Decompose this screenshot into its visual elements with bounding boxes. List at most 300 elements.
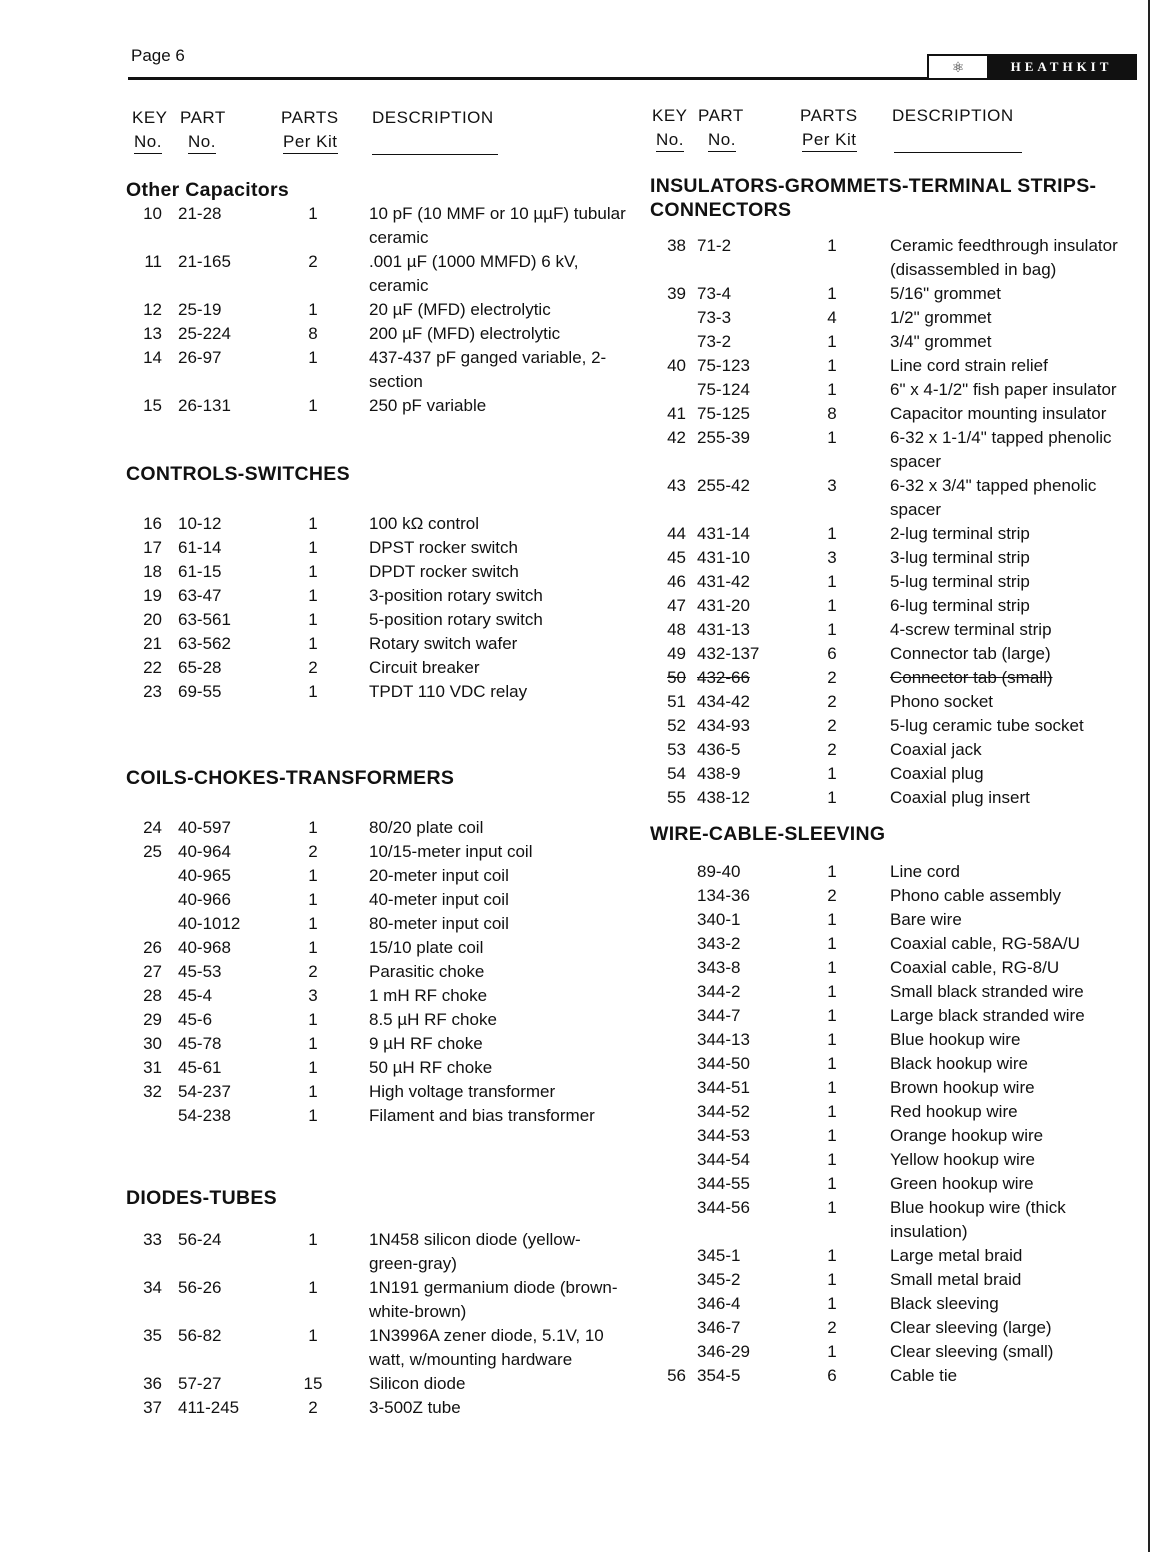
part-number: 344-50 xyxy=(697,1054,750,1073)
parts-per-kit: 1 xyxy=(827,1030,837,1049)
key-number: 22 xyxy=(143,658,162,677)
parts-per-kit: 1 xyxy=(827,934,837,953)
description: 250 pF variable xyxy=(369,396,487,415)
part-row xyxy=(650,330,1150,354)
description: 15/10 plate coil xyxy=(369,938,484,957)
part-number: 21-165 xyxy=(178,252,231,271)
description: Small black stranded wire xyxy=(890,982,1084,1001)
part-row xyxy=(650,642,1150,666)
part-number: 45-6 xyxy=(178,1010,213,1029)
description: Large metal braid xyxy=(890,1246,1023,1265)
part-row xyxy=(126,840,626,864)
description: Red hookup wire xyxy=(890,1102,1018,1121)
part-number: 71-2 xyxy=(697,236,732,255)
description: DPST rocker switch xyxy=(369,538,518,557)
description: Circuit breaker xyxy=(369,658,480,677)
description: 6-32 x 3/4" tapped phenolic spacer xyxy=(890,476,1097,519)
description: Orange hookup wire xyxy=(890,1126,1044,1145)
section-heading: CONTROLS-SWITCHES xyxy=(126,463,350,485)
part-row xyxy=(126,936,626,960)
parts-per-kit: 1 xyxy=(308,586,318,605)
part-row xyxy=(126,912,626,936)
part-number: 26-97 xyxy=(178,348,222,367)
part-number: 434-93 xyxy=(697,716,750,735)
part-row xyxy=(650,1268,1150,1292)
part-number: 431-20 xyxy=(697,596,750,615)
key-number: 33 xyxy=(143,1230,162,1249)
part-number: 10-12 xyxy=(178,514,222,533)
parts-per-kit: 1 xyxy=(308,300,318,319)
part-row xyxy=(126,656,626,680)
description: 20 µF (MFD) electrolytic xyxy=(369,300,551,319)
section-heading: WIRE-CABLE-SLEEVING xyxy=(650,823,886,845)
part-number: 344-7 xyxy=(697,1006,741,1025)
part-row xyxy=(126,864,626,888)
key-number: 30 xyxy=(143,1034,162,1053)
description: 1N458 silicon diode (yellow-green-gray) xyxy=(369,1230,581,1273)
part-row xyxy=(126,346,626,394)
parts-per-kit: 1 xyxy=(308,396,318,415)
part-row xyxy=(650,908,1150,932)
part-row xyxy=(126,584,626,608)
parts-per-kit: 1 xyxy=(308,1034,318,1053)
parts-per-kit: 15 xyxy=(303,1374,323,1393)
key-number: 20 xyxy=(143,610,162,629)
part-number: 56-82 xyxy=(178,1326,222,1345)
part-row xyxy=(126,632,626,656)
part-number: 344-51 xyxy=(697,1078,750,1097)
description: Ceramic feedthrough insulator (disassembled in bag) xyxy=(890,236,1118,279)
description: 100 kΩ control xyxy=(369,514,480,533)
key-number: 10 xyxy=(143,204,162,223)
part-number: 61-15 xyxy=(178,562,222,581)
description: Blue hookup wire (thick insulation) xyxy=(890,1198,1066,1241)
part-number: 431-13 xyxy=(697,620,750,639)
part-row xyxy=(126,202,626,250)
parts-per-kit: 2 xyxy=(308,1398,318,1417)
part-row xyxy=(126,960,626,984)
key-number: 53 xyxy=(667,740,686,759)
parts-per-kit: 1 xyxy=(308,1106,318,1125)
part-number: 255-42 xyxy=(697,476,750,495)
parts-per-kit: 1 xyxy=(827,1054,837,1073)
parts-per-kit: 1 xyxy=(827,1294,837,1313)
part-number: 26-131 xyxy=(178,396,231,415)
part-number: 89-40 xyxy=(697,862,741,881)
part-number: 56-24 xyxy=(178,1230,222,1249)
part-row xyxy=(650,956,1150,980)
part-row xyxy=(126,536,626,560)
parts-per-kit: 1 xyxy=(308,204,318,223)
key-number: 40 xyxy=(667,356,686,375)
description: 8.5 µH RF choke xyxy=(369,1010,497,1029)
parts-per-kit: 1 xyxy=(827,1078,837,1097)
header-per-kit: Per Kit xyxy=(283,132,338,154)
description: 9 µH RF choke xyxy=(369,1034,483,1053)
description: Black hookup wire xyxy=(890,1054,1028,1073)
description: Blue hookup wire xyxy=(890,1030,1021,1049)
description: 4-screw terminal strip xyxy=(890,620,1052,639)
part-number: 134-36 xyxy=(697,886,750,905)
part-row xyxy=(650,786,1150,810)
part-number: 344-53 xyxy=(697,1126,750,1145)
description: 200 µF (MFD) electrolytic xyxy=(369,324,561,343)
parts-per-kit: 1 xyxy=(827,356,837,375)
parts-per-kit: 1 xyxy=(308,1326,318,1345)
part-number: 75-125 xyxy=(697,404,750,423)
parts-per-kit: 1 xyxy=(827,788,837,807)
key-number: 16 xyxy=(143,514,162,533)
parts-per-kit: 2 xyxy=(308,842,318,861)
part-number: 340-1 xyxy=(697,910,741,929)
description: Cable tie xyxy=(890,1366,958,1385)
part-row xyxy=(650,1172,1150,1196)
key-number: 24 xyxy=(143,818,162,837)
part-row xyxy=(126,250,626,298)
part-row xyxy=(650,354,1150,378)
description: 40-meter input coil xyxy=(369,890,509,909)
parts-per-kit: 1 xyxy=(827,380,837,399)
part-row xyxy=(650,282,1150,306)
description: 3-500Z tube xyxy=(369,1398,461,1417)
part-number: 344-52 xyxy=(697,1102,750,1121)
part-row xyxy=(650,1292,1150,1316)
parts-per-kit: 1 xyxy=(827,284,837,303)
parts-per-kit: 1 xyxy=(308,914,318,933)
key-number: 36 xyxy=(143,1374,162,1393)
part-number: 69-55 xyxy=(178,682,222,701)
description: 6" x 4-1/2" fish paper insulator xyxy=(890,380,1117,399)
part-row xyxy=(126,512,626,536)
parts-per-kit: 8 xyxy=(308,324,318,343)
description: Phono socket xyxy=(890,692,994,711)
part-row xyxy=(126,560,626,584)
parts-per-kit: 1 xyxy=(827,1198,837,1217)
key-number: 48 xyxy=(667,620,686,639)
part-row xyxy=(126,1056,626,1080)
part-number: 432-66 xyxy=(697,668,750,687)
part-row xyxy=(650,618,1150,642)
description: 1N3996A zener diode, 5.1V, 10 watt, w/mounting hardware xyxy=(369,1326,604,1369)
parts-per-kit: 1 xyxy=(308,1010,318,1029)
part-number: 40-968 xyxy=(178,938,231,957)
parts-per-kit: 1 xyxy=(827,428,837,447)
part-number: 431-10 xyxy=(697,548,750,567)
parts-per-kit: 2 xyxy=(827,692,837,711)
part-row xyxy=(650,1076,1150,1100)
key-number: 15 xyxy=(143,396,162,415)
part-number: 25-224 xyxy=(178,324,231,343)
key-number: 52 xyxy=(667,716,686,735)
description: 5-position rotary switch xyxy=(369,610,543,629)
part-number: 25-19 xyxy=(178,300,222,319)
description: 1N191 germanium diode (brown-white-brown) xyxy=(369,1278,618,1321)
part-number: 345-2 xyxy=(697,1270,741,1289)
key-number: 13 xyxy=(143,324,162,343)
part-row xyxy=(650,1340,1150,1364)
parts-per-kit: 1 xyxy=(308,1230,318,1249)
description-underline xyxy=(894,152,1022,153)
part-row xyxy=(650,666,1150,690)
part-number: 45-53 xyxy=(178,962,222,981)
parts-per-kit: 3 xyxy=(827,476,837,495)
part-row xyxy=(126,298,626,322)
part-row xyxy=(650,426,1150,474)
part-number: 73-4 xyxy=(697,284,732,303)
section-heading: INSULATORS-GROMMETS-TERMINAL STRIPS-CONNECTORS xyxy=(650,175,1097,221)
part-number: 343-8 xyxy=(697,958,741,977)
part-number: 344-56 xyxy=(697,1198,750,1217)
header-parts: PARTS xyxy=(800,106,858,125)
description: Yellow hookup wire xyxy=(890,1150,1035,1169)
section-heading: Other Capacitors xyxy=(126,179,290,201)
description: 20-meter input coil xyxy=(369,866,509,885)
description: Clear sleeving (large) xyxy=(890,1318,1052,1337)
parts-per-kit: 1 xyxy=(308,818,318,837)
parts-per-kit: 2 xyxy=(308,252,318,271)
description: .001 µF (1000 MMFD) 6 kV, ceramic xyxy=(369,252,579,295)
page-number: Page 6 xyxy=(131,46,185,65)
header-key-no: No. xyxy=(134,132,162,154)
parts-per-kit: 2 xyxy=(827,740,837,759)
part-row xyxy=(650,932,1150,956)
parts-per-kit: 1 xyxy=(827,1006,837,1025)
part-number: 343-2 xyxy=(697,934,741,953)
header-key-no: No. xyxy=(656,130,684,152)
part-number: 346-4 xyxy=(697,1294,741,1313)
part-row xyxy=(650,1100,1150,1124)
header-key: KEY xyxy=(652,106,688,125)
description: 2-lug terminal strip xyxy=(890,524,1030,543)
left-column xyxy=(126,104,626,1420)
key-number: 46 xyxy=(667,572,686,591)
part-number: 73-3 xyxy=(697,308,732,327)
section-heading: COILS-CHOKES-TRANSFORMERS xyxy=(126,767,455,789)
description: 6-32 x 1-1/4" tapped phenolic spacer xyxy=(890,428,1112,471)
key-number: 27 xyxy=(143,962,162,981)
part-row xyxy=(126,888,626,912)
part-number: 40-964 xyxy=(178,842,231,861)
parts-per-kit: 1 xyxy=(827,332,837,351)
part-row xyxy=(126,322,626,346)
part-row xyxy=(650,1028,1150,1052)
description: Bare wire xyxy=(890,910,962,929)
part-number: 431-42 xyxy=(697,572,750,591)
part-row xyxy=(650,1124,1150,1148)
part-row xyxy=(126,816,626,840)
part-row xyxy=(650,762,1150,786)
part-number: 434-42 xyxy=(697,692,750,711)
header-part: PART xyxy=(180,108,226,127)
column-header xyxy=(126,104,626,162)
part-row xyxy=(650,690,1150,714)
part-number: 63-47 xyxy=(178,586,222,605)
key-number: 12 xyxy=(143,300,162,319)
key-number: 43 xyxy=(667,476,686,495)
part-row xyxy=(650,1052,1150,1076)
header-key: KEY xyxy=(132,108,168,127)
header-part-no: No. xyxy=(188,132,216,154)
part-number: 40-1012 xyxy=(178,914,241,933)
description: 1 mH RF choke xyxy=(369,986,488,1005)
key-number: 39 xyxy=(667,284,686,303)
part-row xyxy=(126,608,626,632)
key-number: 25 xyxy=(143,842,162,861)
part-row xyxy=(650,402,1150,426)
part-row xyxy=(650,980,1150,1004)
description: 80-meter input coil xyxy=(369,914,509,933)
parts-per-kit: 2 xyxy=(308,658,318,677)
part-row xyxy=(126,1104,626,1128)
description: Green hookup wire xyxy=(890,1174,1034,1193)
part-number: 45-61 xyxy=(178,1058,222,1077)
part-number: 56-26 xyxy=(178,1278,222,1297)
key-number: 17 xyxy=(143,538,162,557)
key-number: 41 xyxy=(667,404,686,423)
part-row xyxy=(650,234,1150,282)
parts-per-kit: 1 xyxy=(827,596,837,615)
description: 1/2" grommet xyxy=(890,308,992,327)
header-part-no: No. xyxy=(708,130,736,152)
key-number: 23 xyxy=(143,682,162,701)
description: 6-lug terminal strip xyxy=(890,596,1030,615)
part-row xyxy=(126,1396,626,1420)
parts-per-kit: 1 xyxy=(308,562,318,581)
part-number: 255-39 xyxy=(697,428,750,447)
part-number: 45-78 xyxy=(178,1034,222,1053)
parts-per-kit: 1 xyxy=(827,982,837,1001)
part-number: 40-597 xyxy=(178,818,231,837)
part-row xyxy=(650,1148,1150,1172)
part-row xyxy=(126,1228,626,1276)
parts-per-kit: 1 xyxy=(308,1278,318,1297)
header-part: PART xyxy=(698,106,744,125)
part-row xyxy=(650,1004,1150,1028)
part-row xyxy=(650,738,1150,762)
part-number: 344-2 xyxy=(697,982,741,1001)
part-number: 75-123 xyxy=(697,356,750,375)
part-number: 432-137 xyxy=(697,644,760,663)
part-number: 57-27 xyxy=(178,1374,222,1393)
parts-per-kit: 6 xyxy=(827,1366,837,1385)
parts-per-kit: 1 xyxy=(308,348,318,367)
description: 50 µH RF choke xyxy=(369,1058,493,1077)
key-number: 28 xyxy=(143,986,162,1005)
right-column xyxy=(650,104,1150,1388)
key-number: 47 xyxy=(667,596,686,615)
parts-per-kit: 1 xyxy=(827,764,837,783)
description: Black sleeving xyxy=(890,1294,999,1313)
part-row xyxy=(650,1196,1150,1244)
description: 3/4" grommet xyxy=(890,332,992,351)
column-header xyxy=(650,104,1150,162)
description: Brown hookup wire xyxy=(890,1078,1035,1097)
description: Silicon diode xyxy=(369,1374,466,1393)
description: High voltage transformer xyxy=(369,1082,556,1101)
parts-per-kit: 1 xyxy=(308,682,318,701)
part-number: 344-13 xyxy=(697,1030,750,1049)
parts-per-kit: 1 xyxy=(827,572,837,591)
parts-per-kit: 1 xyxy=(827,1102,837,1121)
parts-per-kit: 1 xyxy=(308,1058,318,1077)
part-number: 54-237 xyxy=(178,1082,231,1101)
key-number: 37 xyxy=(143,1398,162,1417)
description: 3-position rotary switch xyxy=(369,586,543,605)
key-number: 31 xyxy=(143,1058,162,1077)
header-description: DESCRIPTION xyxy=(892,106,1014,125)
part-number: 40-965 xyxy=(178,866,231,885)
parts-per-kit: 2 xyxy=(827,1318,837,1337)
key-number: 14 xyxy=(143,348,162,367)
part-row xyxy=(126,1372,626,1396)
description: 80/20 plate coil xyxy=(369,818,484,837)
description: Line cord strain relief xyxy=(890,356,1048,375)
description: Connector tab (small) xyxy=(890,668,1053,687)
header-description: DESCRIPTION xyxy=(372,108,494,127)
key-number: 34 xyxy=(143,1278,162,1297)
key-number: 56 xyxy=(667,1366,686,1385)
description: Phono cable assembly xyxy=(890,886,1062,905)
part-row xyxy=(650,306,1150,330)
part-number: 54-238 xyxy=(178,1106,231,1125)
part-row xyxy=(650,1364,1150,1388)
part-row xyxy=(650,594,1150,618)
parts-per-kit: 6 xyxy=(827,644,837,663)
parts-per-kit: 3 xyxy=(308,986,318,1005)
section-heading: DIODES-TUBES xyxy=(126,1187,277,1209)
description: DPDT rocker switch xyxy=(369,562,519,581)
part-row xyxy=(126,1324,626,1372)
parts-per-kit: 3 xyxy=(827,548,837,567)
key-number: 18 xyxy=(143,562,162,581)
description: 5-lug ceramic tube socket xyxy=(890,716,1084,735)
parts-per-kit: 1 xyxy=(827,958,837,977)
parts-per-kit: 1 xyxy=(827,1150,837,1169)
part-number: 346-7 xyxy=(697,1318,741,1337)
parts-per-kit: 2 xyxy=(308,962,318,981)
parts-per-kit: 1 xyxy=(827,524,837,543)
key-number: 49 xyxy=(667,644,686,663)
parts-per-kit: 1 xyxy=(827,1246,837,1265)
parts-per-kit: 2 xyxy=(827,886,837,905)
description: Coaxial plug xyxy=(890,764,984,783)
key-number: 44 xyxy=(667,524,686,543)
part-row xyxy=(126,984,626,1008)
description: 5/16" grommet xyxy=(890,284,1001,303)
part-number: 436-5 xyxy=(697,740,741,759)
parts-per-kit: 1 xyxy=(308,890,318,909)
key-number: 51 xyxy=(667,692,686,711)
key-number: 26 xyxy=(143,938,162,957)
key-number: 42 xyxy=(667,428,686,447)
part-number: 63-561 xyxy=(178,610,231,629)
part-number: 345-1 xyxy=(697,1246,741,1265)
key-number: 11 xyxy=(144,252,162,271)
part-row xyxy=(650,884,1150,908)
description: Rotary switch wafer xyxy=(369,634,518,653)
parts-per-kit: 1 xyxy=(308,634,318,653)
key-number: 54 xyxy=(667,764,686,783)
description: 5-lug terminal strip xyxy=(890,572,1030,591)
description: Coaxial cable, RG-8/U xyxy=(890,958,1060,977)
description: Coaxial plug insert xyxy=(890,788,1030,807)
part-row xyxy=(126,680,626,704)
part-number: 75-124 xyxy=(697,380,750,399)
part-number: 344-55 xyxy=(697,1174,750,1193)
header-rule xyxy=(128,77,928,80)
part-row xyxy=(650,570,1150,594)
description: Filament and bias transformer xyxy=(369,1106,595,1125)
